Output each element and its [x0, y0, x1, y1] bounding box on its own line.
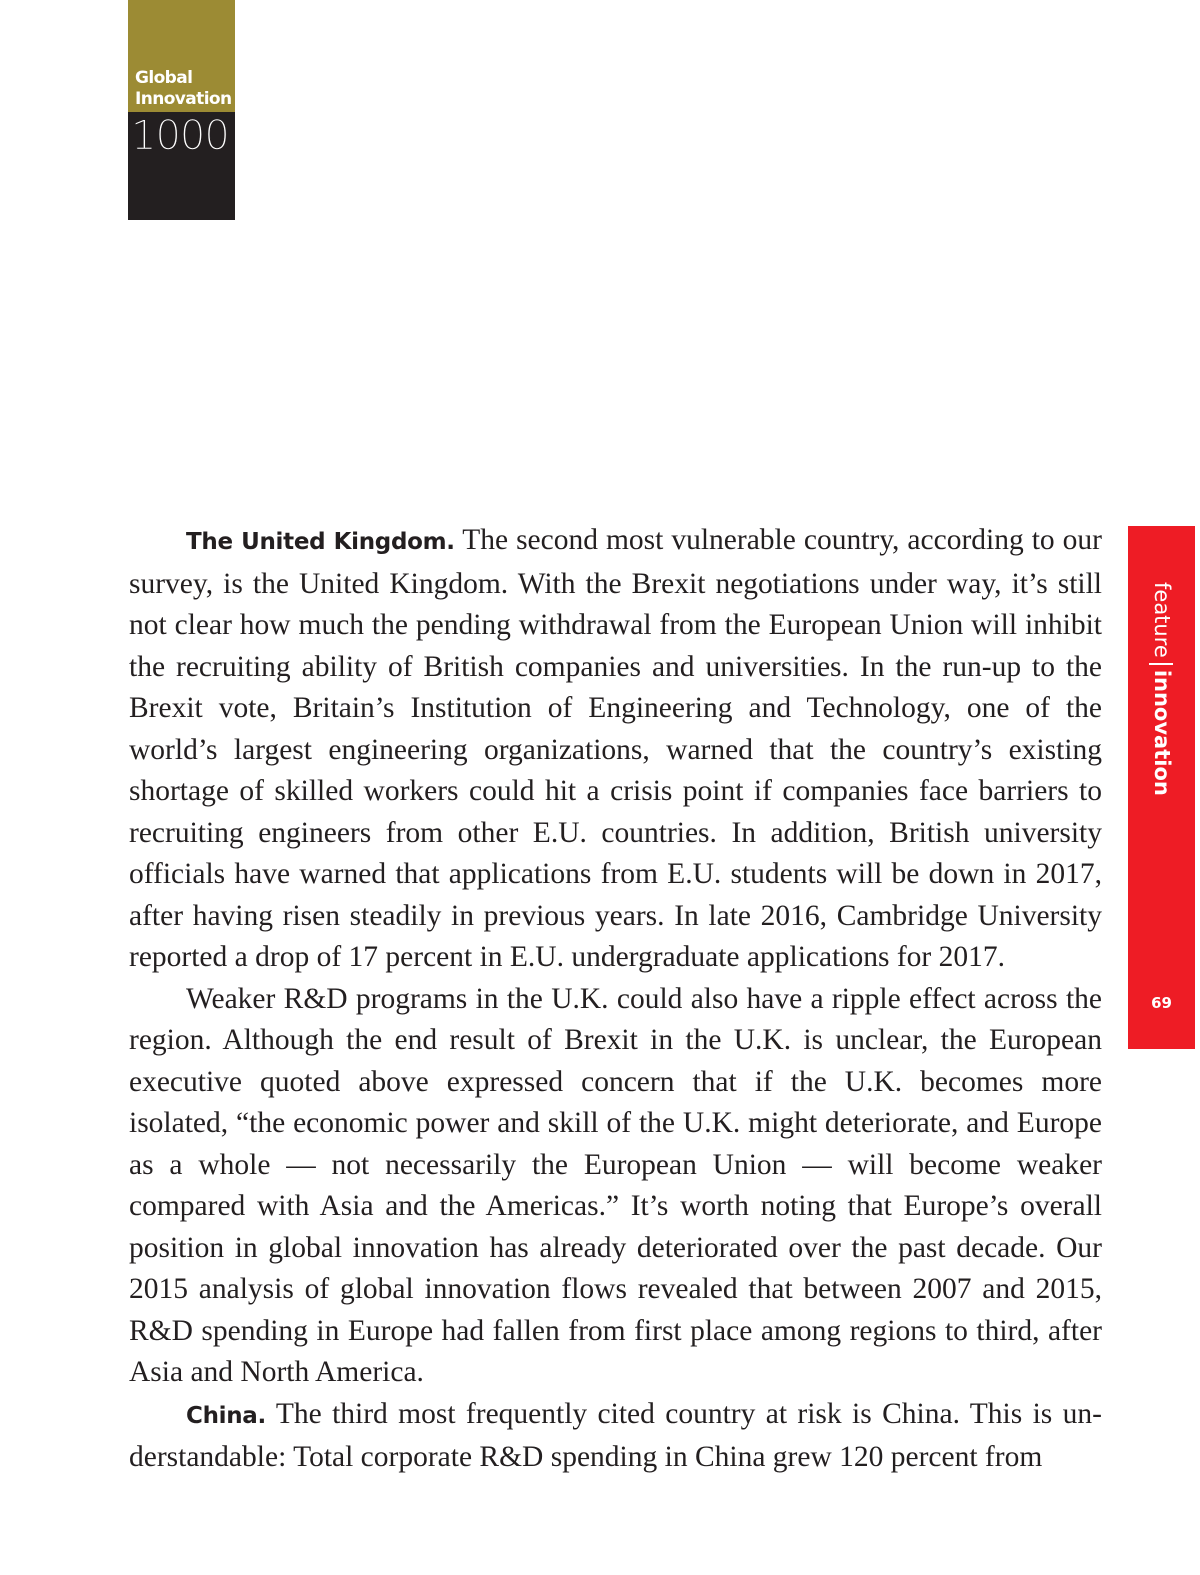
paragraph-china	[129, 1394, 1102, 1479]
article-body	[129, 520, 1102, 1479]
section-label	[1142, 582, 1182, 796]
run-in-heading: China.	[186, 1402, 266, 1429]
paragraph-united-kingdom	[129, 520, 1102, 979]
logo-top-panel	[128, 0, 235, 112]
logo-line-innovation: Innovation	[135, 89, 232, 109]
run-in-heading: The United Kingdom.	[186, 529, 455, 555]
logo-bottom-panel	[128, 112, 235, 220]
page-number: 69	[1151, 994, 1172, 1012]
section-name: feature	[1150, 582, 1174, 658]
global-innovation-1000-logo	[128, 0, 235, 220]
paragraph-text: The third most frequently cited country at risk is China. This is understandable: Total corporate R&D spending in China grew 120 percent from	[129, 1397, 1102, 1473]
paragraph-rd-ripple	[129, 979, 1102, 1394]
section-tab	[1128, 526, 1195, 1049]
logo-number: 1000	[131, 113, 229, 159]
paragraph-text: The second most vulnerable country, according to our survey, is the United Kingdom. With the Brexit negotiations under way, it’s still not clear how much the pending withdrawal from the European Union will inhibit the recruiting ability of British companies and universities. In the run-up to the Brexit vote, Britain’s Institution of Engineering and Technology, one of the world’s largest engineering organizations, warned that the country’s existing shortage of skilled workers could hit a crisis point if companies face barriers to recruiting engineers from other E.U. countries. In addition, British university officials have warned that applications from E.U. students will be down in 2017, after having risen steadily in previous years. In late 2016, Cambridge University reported a drop of 17 percent in E.U. undergraduate applications for 2017.	[129, 524, 1102, 973]
section-divider	[1149, 663, 1173, 665]
logo-line-global: Global	[135, 68, 193, 88]
topic-name: innovation	[1150, 669, 1174, 796]
paragraph-text: Weaker R&D programs in the U.K. could also have a ripple effect across the region. Although the end result of Brexit in the U.K. is unclear, the European executive quoted above expressed concern that if the U.K. becomes more isolated, “the economic power and skill of the U.K. might deteriorate, and Europe as a whole — not necessarily the European Union — will become weaker compared with Asia and the Americas.” It’s worth noting that Europe’s overall position in global innovation has already deteriorated over the past decade. Our 2015 analysis of global innovation flows revealed that between 2007 and 2015, R&D spending in Europe had fallen from first place among regions to third, after Asia and North America.	[129, 982, 1102, 1388]
